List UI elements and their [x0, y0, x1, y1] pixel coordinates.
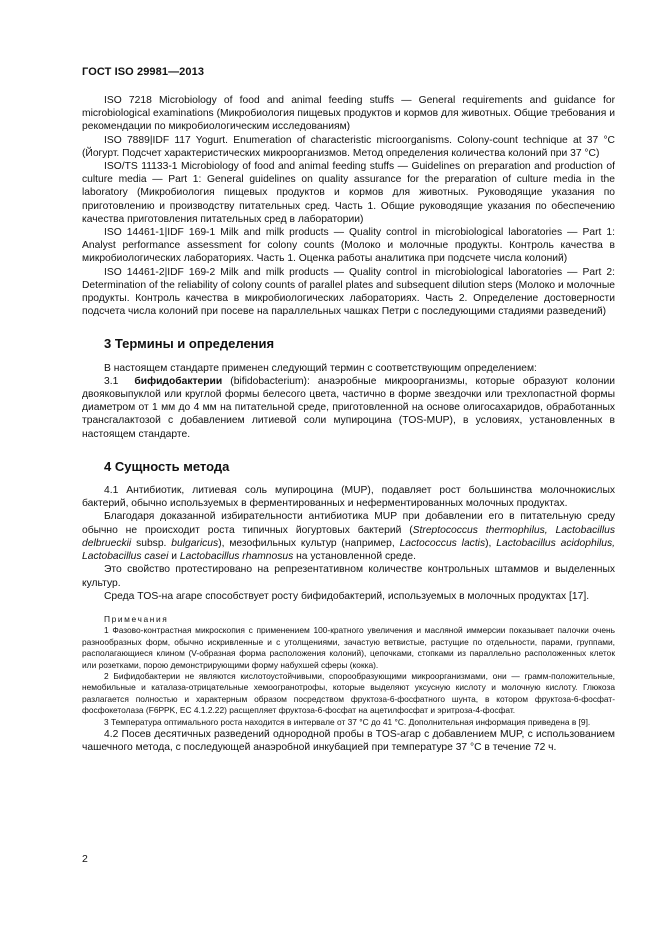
term-definition-text: (bifidobacterium): анаэробные микроорганизмы, которые образуют колонии двояковыпуклой или круглой формы белесого цвета, частично в форме звездочки или трехлопастной формы диаметром от 1 мм до 4 мм на питательной среде, приготовленной на основе олигосахаридов, обработанных трансгалактозой с добавлением литиевой соли мупироцина (TOS-MUP), в условиях, установленных в настоящем стандарте.	[82, 375, 615, 440]
reference-iso-7889: ISO 7889|IDF 117 Yogurt. Enumeration of characteristic microorganisms. Colony-count technique at 37 °C (Йогурт. Подсчет характеристических микроорганизмов. Метод определения количества колоний при 37 °C)	[82, 134, 615, 159]
section-4-paragraph-2: Благодаря доказанной избирательности антибиотика MUP при добавлении его в питательную среду обычно не происходит роста типичных йогуртовых бактерий (Streptococcus thermophilus, Lactobacillus delbrueckii subsp. bulgaricus), мезофильных культур (например, Lactococcus lactis), Lactobacillus acidophilus, Lactobacillus casei и Lactobacillus rhamnosus на установленной среде.	[82, 511, 616, 563]
section-4-heading: 4 Сущность метода	[104, 458, 230, 474]
term-definition	[82, 375, 615, 441]
notes-heading: Примечания	[104, 613, 169, 624]
section-3-intro: В настоящем стандарте применен следующий термин с соответствующим определением:	[104, 362, 537, 374]
section-4-paragraph-4: Среда TOS-на агаре способствует росту бифидобактерий, используемых в молочных продуктах [17].	[104, 590, 590, 602]
term-name: бифидобактерии	[134, 375, 223, 387]
section-4-paragraph-3: Это свойство протестировано на репрезентативном количестве контрольных штаммов и выделенных культур.	[82, 564, 615, 589]
note-1: 1 Фазово-контрастная микроскопия с применением 100-кратного увеличения и масляной иммерсии показывает палочки очень разнообразных форм, обычно искривленные и с утолщениями, зачастую ветвистые, растущие по отдельности, парами, группами, располагающиеся клином (V-образная форма расположения колоний), цепочками, стопками из параллельно расположенных клеток или розетками, порою демонстрирующими форму набухшей сферы (кокка).	[82, 625, 615, 670]
reference-iso-14461-1: ISO 14461-1|IDF 169-1 Milk and milk products — Quality control in microbiological laboratories — Part 1: Analyst performance assessment for colony counts (Молоко и молочные продукты. Контроль качества в микробиологических лабораториях. Часть 1. Оценка работы аналитика при подсчете числа колоний)	[82, 227, 615, 265]
page-number: 2	[82, 853, 88, 865]
document-header: ГОСТ ISO 29981—2013	[82, 66, 205, 78]
reference-iso-14461-2: ISO 14461-2|IDF 169-2 Milk and milk products — Quality control in microbiological laboratories — Part 2: Determination of the reliability of colony counts of parallel plates and subsequent dilution steps (Молоко и молочные продукты. Контроль качества в микробиологических лабораториях. Часть 2. Определение достоверности подсчета числа колоний при посеве на параллельных чашках Петри с последующими стадиями разведений)	[82, 266, 615, 318]
note-2: 2 Бифидобактерии не являются кислотоустойчивыми, спорообразующими микроорганизмами, они — грамм-положительные, немобильные и каталаза-отрицательные хемоогранотрофы, которые выделяют уксусную кислоту и молочную кислоту. Глюкоза разлагается полностью и характерным образом посредством фруктоза-6-фосфатного шунта, в котором фруктоза-6-фосфат-фосфокетолаза (F6PPK, EC 4.1.2.22) расщепляет фруктоза-6-фосфат на ацетилфосфат и эритроза-4-фосфат.	[82, 670, 615, 716]
section-3-heading: 3 Термины и определения	[104, 336, 275, 352]
notes-block	[82, 614, 615, 728]
section-4-paragraph-1: 4.1 Антибиотик, литиевая соль мупироцина (MUP), подавляет рост большинства молочнокислых бактерий, обычно используемых в ферментированных и неферментированных молочных продуктах.	[82, 485, 615, 510]
document-body	[82, 94, 615, 754]
section-4-paragraph-5: 4.2 Посев десятичных разведений однородной пробы в TOS-агар с добавлением MUP, с использованием чашечного метода, с последующей анаэробной инкубацией при температуре 37 °C в течение 72 ч.	[82, 728, 615, 754]
reference-iso-7218: ISO 7218 Microbiology of food and animal feeding stuffs — General requirements and guidance for microbiological examinations (Микробиология пищевых продуктов и кормов для животных. Общие требования и рекомендации по микробиологическим исследованиям)	[82, 95, 615, 133]
reference-iso-ts-11133-1: ISO/TS 11133-1 Microbiology of food and animal feeding stuffs — Guidelines on preparation and production of culture media — Part 1: General guidelines on quality assurance for the preparation of culture media in the laboratory (Микробиология пищевых продуктов и кормов для животных. Руководящие указания по приготовлению и производству питательных сред. Часть 1. Общие руководящие указания по обеспечению качества приготовления питательных сред в лаборатории)	[82, 161, 615, 225]
note-3: 3 Температура оптимального роста находится в интервале от 37 °C до 41 °C. Дополнительная информация приведена в [9].	[104, 716, 591, 727]
term-number: 3.1	[104, 375, 119, 387]
